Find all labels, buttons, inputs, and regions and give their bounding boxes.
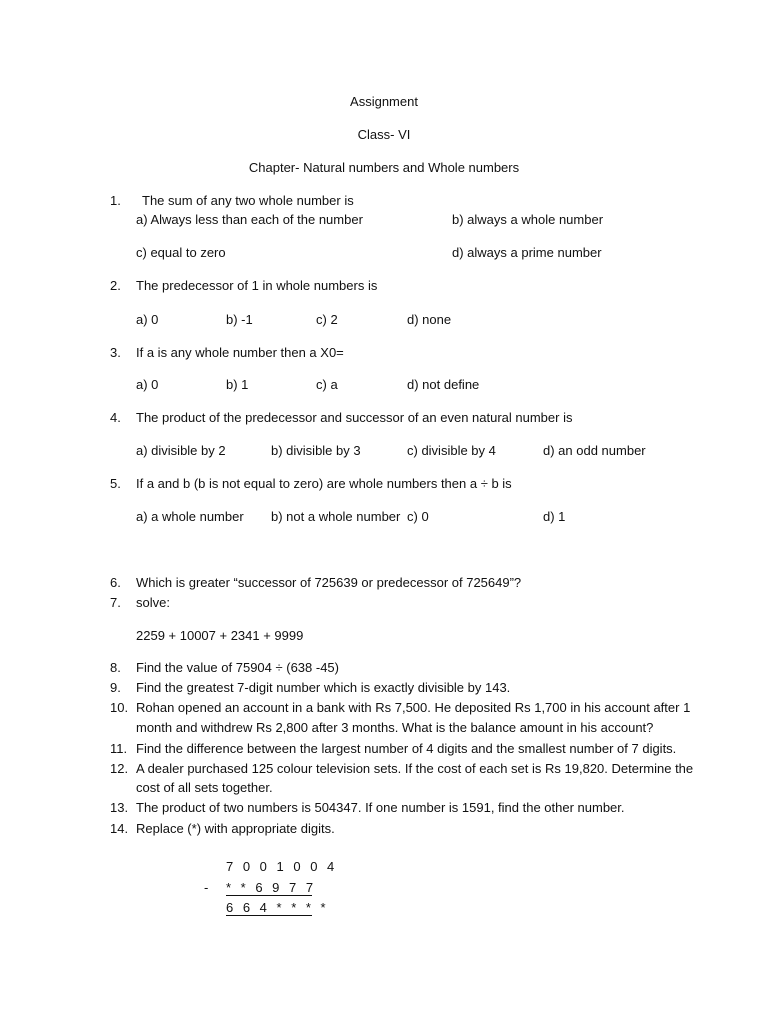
question-text: Replace (*) with appropriate digits. [136,821,335,836]
question-text-continued: cost of all sets together. [136,780,273,795]
addition-expression: 2259 + 10007 + 2341 + 9999 [136,628,304,643]
option-b: b) not a whole number [271,509,401,524]
question-text: Which is greater “successor of 725639 or predecessor of 725649”? [136,575,522,590]
question-text: If a and b (b is not equal to zero) are whole numbers then a ÷ b is [136,476,512,491]
option-b: b) -1 [226,312,253,327]
option-d: d) not define [407,377,480,392]
doc-title: Assignment [350,94,418,109]
question-number: 2. [110,278,121,293]
option-d: d) an odd number [543,443,646,458]
question-text: If a is any whole number then a X0= [136,345,344,360]
question-number: 14. [110,821,129,836]
class-label: Class- VI [357,127,411,142]
option-a: a) divisible by 2 [136,443,226,458]
option-d: d) always a prime number [452,245,602,260]
question-number: 5. [110,476,121,491]
chapter-title: Chapter- Natural numbers and Whole numbers [248,160,520,175]
option-d: d) none [407,312,452,327]
result: 6 6 4 * * * * [226,900,329,915]
option-b: b) always a whole number [452,212,604,227]
question-number: 6. [110,575,121,590]
option-c: c) 2 [316,312,338,327]
question-text: Find the difference between the largest number of 4 digits and the smallest number of 7 digits. [136,741,677,756]
option-a: a) 0 [136,312,159,327]
question-text: The product of two numbers is 504347. If one number is 1591, find the other number. [136,800,625,815]
question-text-continued: month and withdrew Rs 2,800 after 3 months. What is the balance amount in his account? [136,720,654,735]
option-c: c) 0 [407,509,429,524]
option-c: c) equal to zero [136,245,226,260]
minus-sign: - [204,880,209,895]
question-text: Find the greatest 7-digit number which is exactly divisible by 143. [136,680,511,695]
question-number: 7. [110,595,121,610]
option-b: b) 1 [226,377,249,392]
option-a: a) a whole number [136,509,244,524]
question-text: The predecessor of 1 in whole numbers is [136,278,378,293]
question-number: 13. [110,800,129,815]
subtrahend: * * 6 9 7 7 [226,880,317,895]
question-number: 12. [110,761,129,776]
minuend: 7 0 0 1 0 0 4 [226,859,338,874]
question-text: Find the value of 75904 ÷ (638 -45) [136,660,339,675]
question-number: 8. [110,660,121,675]
question-number: 4. [110,410,121,425]
option-a: a) Always less than each of the number [136,212,363,227]
question-number: 9. [110,680,121,695]
option-b: b) divisible by 3 [271,443,361,458]
option-c: c) divisible by 4 [407,443,496,458]
question-number: 3. [110,345,121,360]
question-number: 1. [110,193,121,208]
question-text: solve: [136,595,170,610]
option-d: d) 1 [543,509,566,524]
option-a: a) 0 [136,377,159,392]
option-c: c) a [316,377,338,392]
question-text: A dealer purchased 125 colour television sets. If the cost of each set is Rs 19,820. Determine the [136,761,694,776]
question-text: The product of the predecessor and successor of an even natural number is [136,410,573,425]
question-number: 11. [110,741,128,756]
question-number: 10. [110,700,129,715]
question-text: The sum of any two whole number is [142,193,354,208]
question-text: Rohan opened an account in a bank with Rs 7,500. He deposited Rs 1,700 in his account after 1 [136,700,691,715]
